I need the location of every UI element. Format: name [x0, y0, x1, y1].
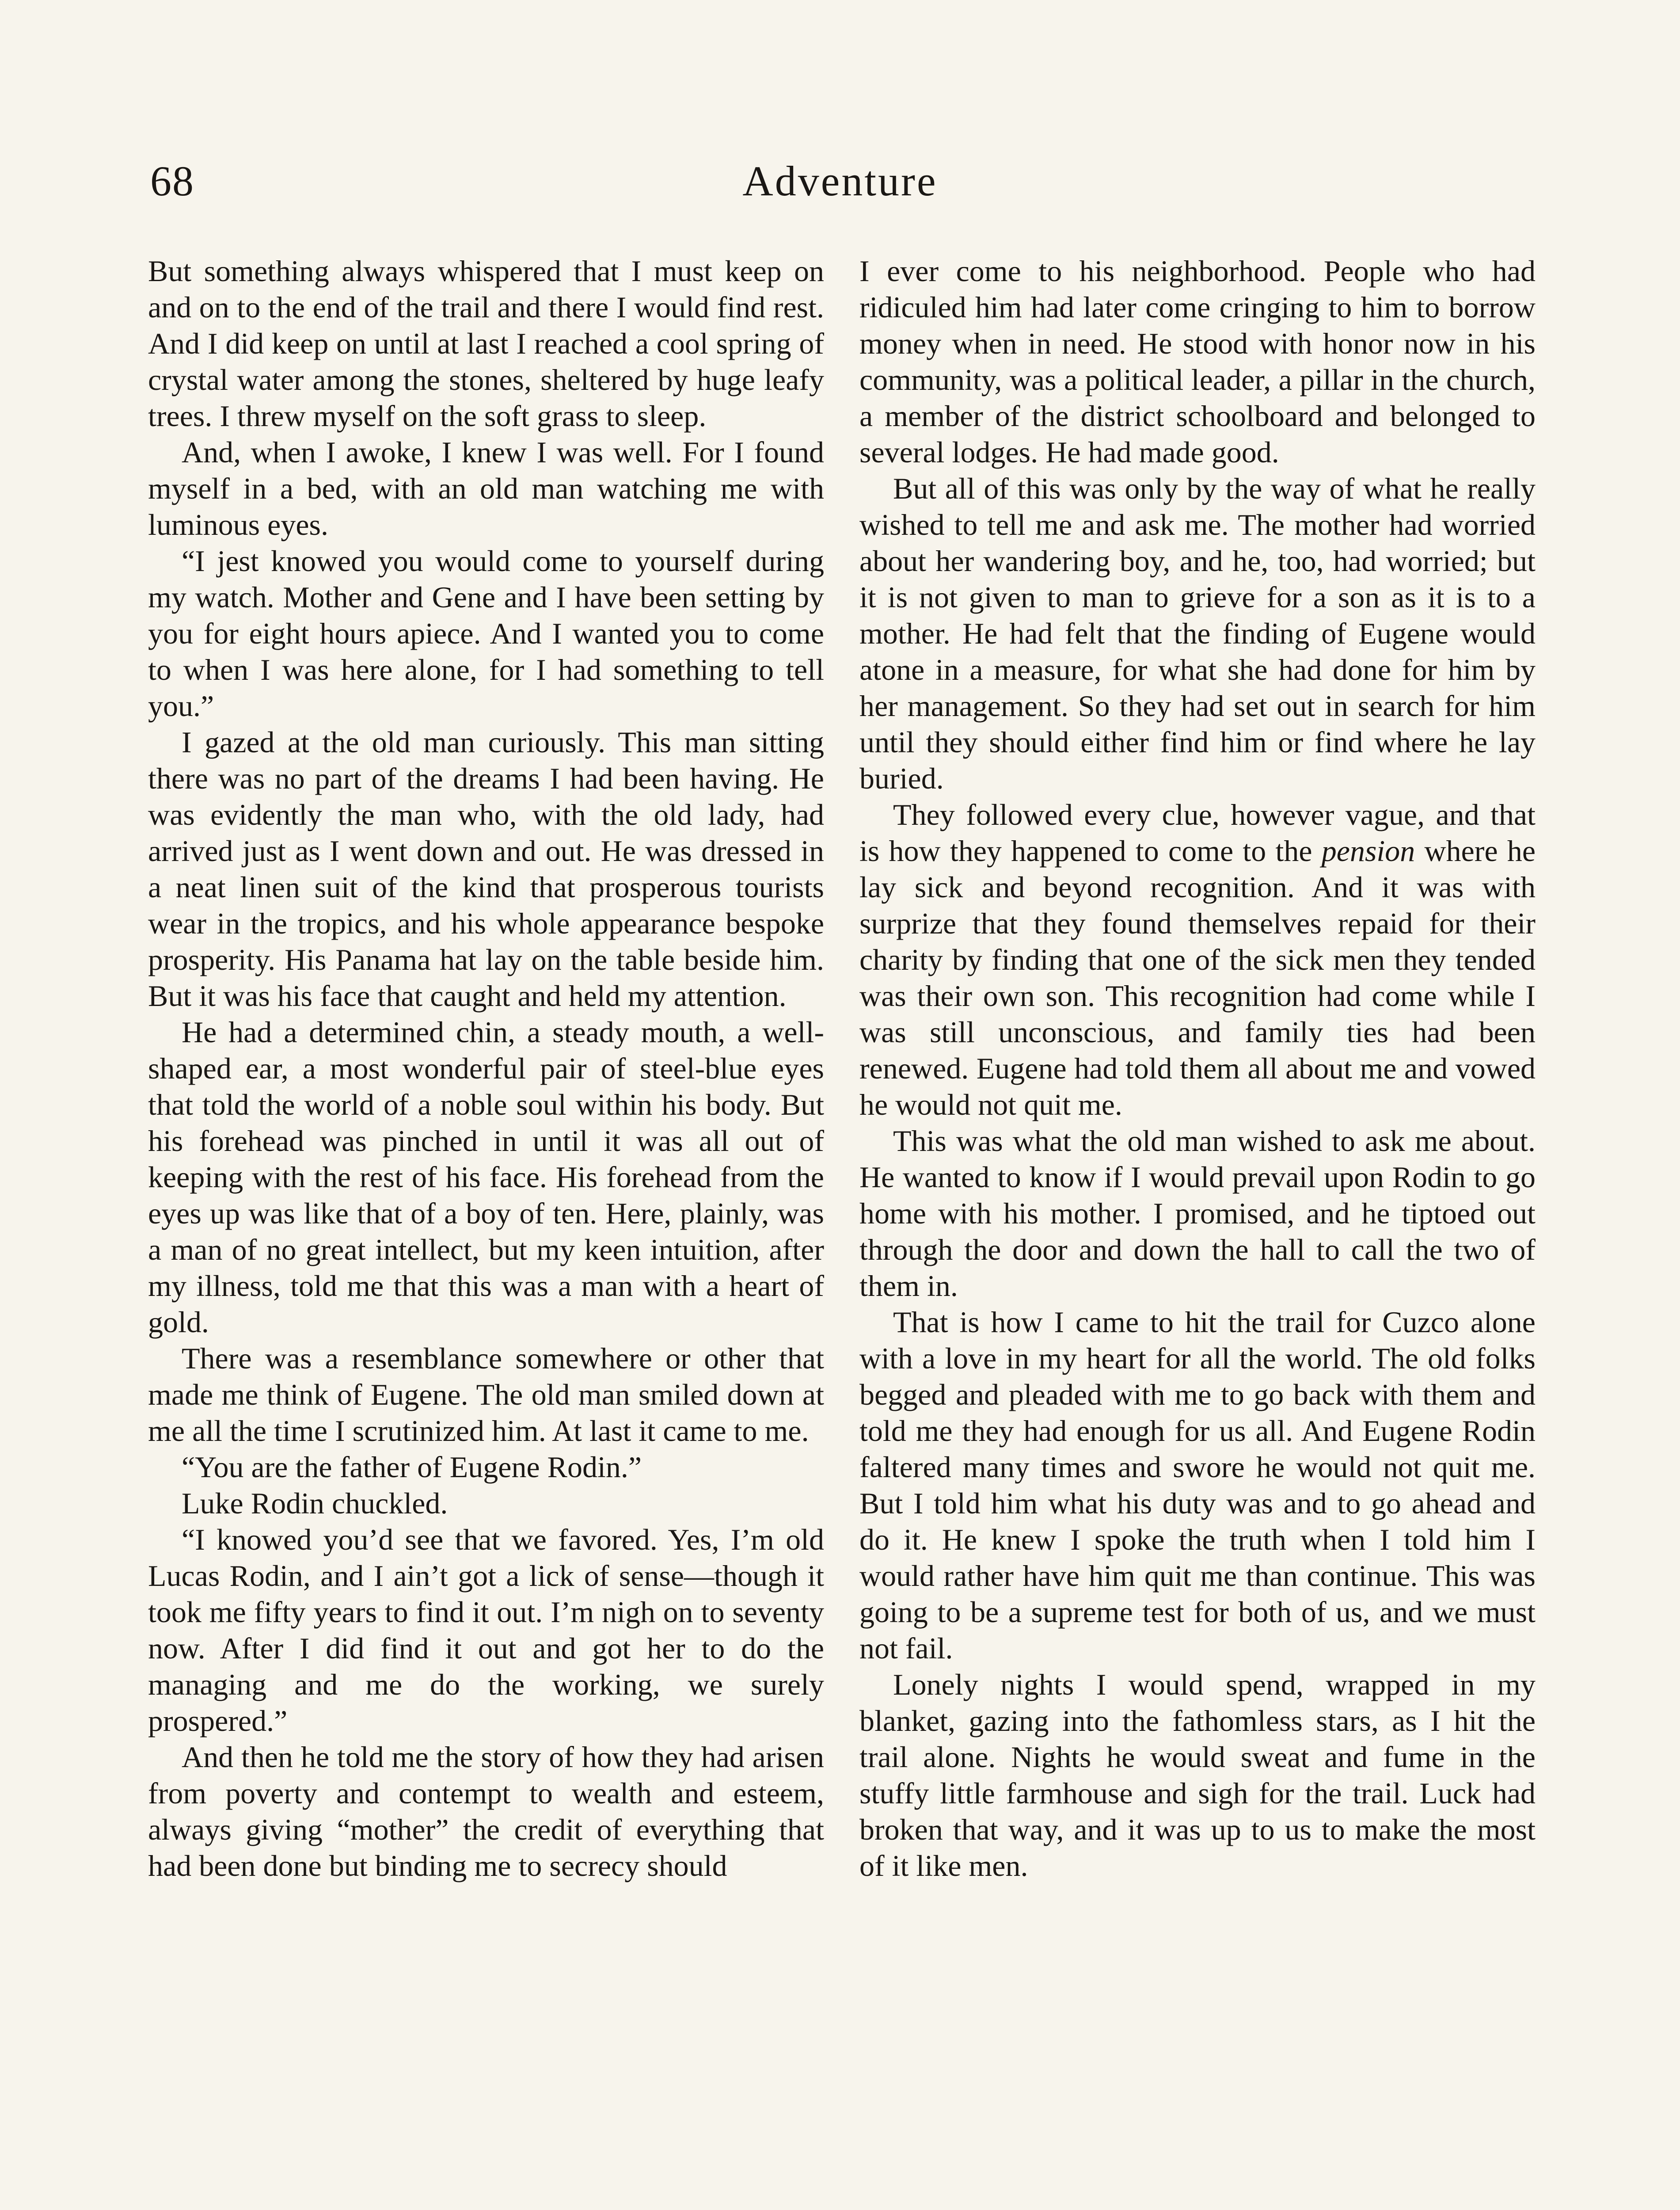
paragraph: Lonely nights I would spend, wrapped in my blanket, gazing into the fathomless stars, as I hit the trail alone. Nights he would sweat and fume in the stuffy little farmhouse and sigh for the trail. Luck had broken that way, and it was up to us to make the most of it like men. — [859, 1668, 1536, 1882]
paragraph: And then he told me the story of how they had arisen from poverty and contempt to wealth and esteem, always giving “mother” the credit of everything that had been done but binding me to secrecy should — [148, 1740, 824, 1882]
paragraph: I ever come to his neighborhood. People who had ridiculed him had later come cringing to him to borrow money when in need. He stood with honor now in his community, was a political leader, a pillar in the church, a member of the district schoolboard and belonged to several lodges. He had made good. — [859, 254, 1536, 469]
paragraph: He had a determined chin, a steady mouth, a well-shaped ear, a most wonderful pair of steel-blue eyes that told the world of a noble soul within his body. But his forehead was pinched in until it was all out of keeping with the rest of his face. His forehead from the eyes up was like that of a boy of ten. Here, plainly, was a man of no great intellect, but my keen intuition, after my illness, told me that this was a man with a heart of gold. — [148, 1015, 824, 1339]
italic-word: pension — [1321, 834, 1415, 868]
paragraph: “You are the father of Eugene Rodin.” — [182, 1450, 642, 1484]
paragraph: “I jest knowed you would come to yourself during my watch. Mother and Gene and I have been setting by you for eight hours apiece. And I wanted you to come to when I was here alone, for I had something to tell you.” — [148, 544, 824, 723]
paragraph: Luke Rodin chuckled. — [182, 1486, 448, 1520]
paragraph: And, when I awoke, I knew I was well. For I found myself in a bed, with an old man watching me with luminous eyes. — [148, 435, 824, 541]
paragraph: “I knowed you’d see that we favored. Yes, I’m old Lucas Rodin, and I ain’t got a lick of sense—though it took me fifty years to find it out. I’m nigh on to seventy now. After I did find it out and got her to do the managing and me do the working, we surely prospered.” — [148, 1523, 824, 1738]
running-title: Adventure — [742, 157, 938, 205]
paragraph: But all of this was only by the way of what he really wished to tell me and ask me. The mother had worried about her wandering boy, and he, too, had worried; but it is not given to man to grieve for a son as it is to a mother. He had felt that the finding of Eugene would atone in a measure, for what she had done for him by her management. So they had set out in search for him until they should either find him or find where he lay buried. — [859, 472, 1536, 795]
paragraph-text: where he lay sick and beyond recognition. And it was with surprize that they found themselves repaid for their charity by finding that one of the sick men they tended was their own son. This recognition had come while I was still unconscious, and family ties had been renewed. Eugene had told them all about me and vowed he would not quit me. — [859, 834, 1536, 1121]
paragraph: That is how I came to hit the trail for Cuzco alone with a love in my heart for all the world. The old folks begged and pleaded with me to go back with them and told me they had enough for us all. And Eugene Rodin faltered many times and swore he would not quit me. But I told him what his duty was and to go ahead and do it. He knew I spoke the truth when I told him I would rather have him quit me than continue. This was going to be a supreme test for both of us, and we must not fail. — [859, 1305, 1536, 1665]
paragraph — [859, 796, 1536, 1123]
page-number: 68 — [150, 157, 194, 205]
right-column — [859, 253, 1536, 1884]
paragraph: But something always whispered that I must keep on and on to the end of the trail and there I would find rest. And I did keep on until at last I reached a cool spring of crystal water among the stones, sheltered by huge leafy trees. I threw myself on the soft grass to sleep. — [148, 254, 824, 433]
paragraph: I gazed at the old man curiously. This man sitting there was no part of the dreams I had been having. He was evidently the man who, with the old lady, had arrived just as I went down and out. He was dressed in a neat linen suit of the kind that prosperous tourists wear in the tropics, and his whole appearance bespoke prosperity. His Panama hat lay on the table beside him. But it was his face that caught and held my attention. — [148, 725, 824, 1013]
paragraph: This was what the old man wished to ask me about. He wanted to know if I would prevail upon Rodin to go home with his mother. I promised, and he tiptoed out through the door and down the hall to call the two of them in. — [859, 1124, 1536, 1303]
paragraph: There was a resemblance somewhere or other that made me think of Eugene. The old man smiled down at me all the time I scrutinized him. At last it came to me. — [148, 1341, 824, 1448]
left-column — [148, 253, 824, 1884]
paragraph-text: They followed every clue, however vague, and that is how they happened to come to the — [859, 798, 1536, 868]
